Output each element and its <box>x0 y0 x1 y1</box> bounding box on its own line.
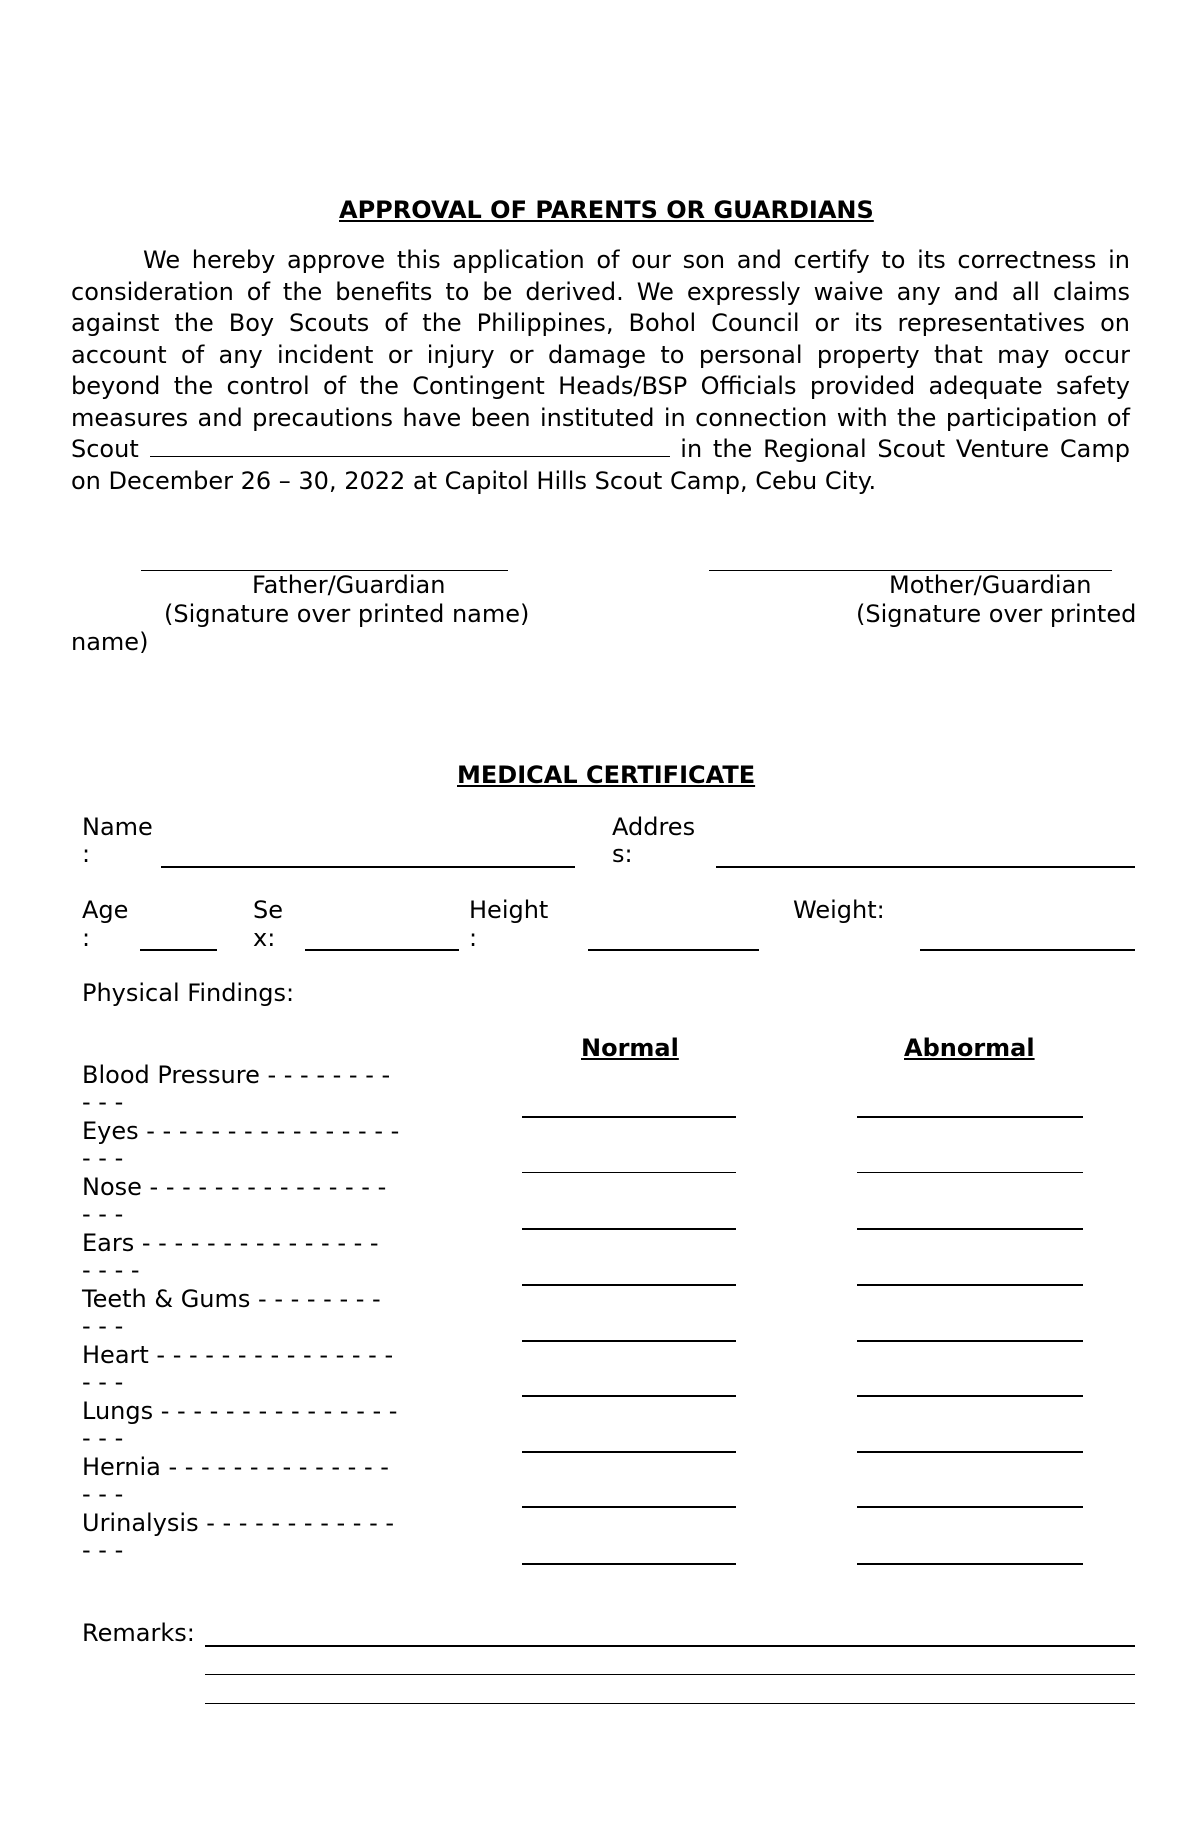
finding-normal-field[interactable] <box>522 1563 736 1565</box>
name-colon: : <box>82 840 91 868</box>
finding-label-wrap: - - - <box>82 1200 124 1228</box>
address-label: Addres <box>612 813 696 841</box>
finding-abnormal-field[interactable] <box>857 1340 1083 1342</box>
finding-abnormal-field[interactable] <box>857 1284 1083 1286</box>
finding-label: Eyes - - - - - - - - - - - - - - - - <box>82 1117 400 1145</box>
sex-field[interactable] <box>305 949 459 951</box>
finding-label-wrap: - - - <box>82 1312 124 1340</box>
finding-label-wrap: - - - <box>82 1480 124 1508</box>
finding-abnormal-field[interactable] <box>857 1172 1083 1173</box>
finding-normal-field[interactable] <box>522 1116 736 1118</box>
finding-label-wrap: - - - <box>82 1088 124 1116</box>
finding-label: Heart - - - - - - - - - - - - - - - <box>82 1341 394 1369</box>
finding-label-wrap: - - - <box>82 1424 124 1452</box>
father-signature-caption: (Signature over printed name) <box>164 600 530 628</box>
finding-label-wrap: - - - <box>82 1368 124 1396</box>
finding-abnormal-field[interactable] <box>857 1451 1083 1453</box>
finding-normal-field[interactable] <box>522 1506 736 1508</box>
finding-label: Ears - - - - - - - - - - - - - - - <box>82 1229 379 1257</box>
medical-certificate-title: MEDICAL CERTIFICATE <box>457 761 756 789</box>
finding-label: Urinalysis - - - - - - - - - - - - <box>82 1509 395 1537</box>
approval-paragraph-text-2: in the Regional Scout Venture Camp on December 26 – 30, 2022 at Capitol Hills Scout Camp, Cebu City. <box>71 435 1130 495</box>
finding-abnormal-field[interactable] <box>857 1116 1083 1118</box>
age-field[interactable] <box>140 949 217 951</box>
scout-name-line[interactable] <box>150 436 670 457</box>
name-label: Name <box>82 813 153 841</box>
mother-guardian-label: Mother/Guardian <box>889 571 1092 599</box>
remarks-line-1[interactable] <box>205 1645 1135 1647</box>
approval-paragraph <box>71 245 1130 497</box>
age-label: Age <box>82 896 129 924</box>
approval-title: APPROVAL OF PARENTS OR GUARDIANS <box>339 196 874 224</box>
normal-column-header: Normal <box>581 1034 679 1062</box>
finding-abnormal-field[interactable] <box>857 1228 1083 1230</box>
finding-normal-field[interactable] <box>522 1284 736 1286</box>
finding-label-wrap: - - - - <box>82 1256 140 1284</box>
finding-abnormal-field[interactable] <box>857 1563 1083 1565</box>
finding-label: Hernia - - - - - - - - - - - - - - <box>82 1453 389 1481</box>
finding-label-wrap: - - - <box>82 1536 124 1564</box>
address-field[interactable] <box>716 866 1135 868</box>
remarks-line-2[interactable] <box>205 1674 1135 1675</box>
approval-paragraph-text-1: We hereby approve this application of our son and certify to its correctness in consideration of the benefits to be derived. We expressly waive any and all claims against the Boy Scouts of the Philippines, Bohol Council or its representatives on account of any incident or injury or damage to personal property that may occur beyond the control of the Contingent Heads/BSP Officials provided adequate safety measures and precautions have been instituted in connection with the participation of Scout <box>71 246 1130 463</box>
finding-normal-field[interactable] <box>522 1395 736 1397</box>
height-field[interactable] <box>588 949 759 951</box>
weight-field[interactable] <box>920 949 1135 951</box>
age-colon: : <box>82 924 91 952</box>
physical-findings-label: Physical Findings: <box>82 979 295 1007</box>
finding-label-wrap: - - - <box>82 1144 124 1172</box>
finding-normal-field[interactable] <box>522 1340 736 1342</box>
remarks-line-3[interactable] <box>205 1703 1135 1704</box>
sex-label: Se <box>253 896 283 924</box>
finding-abnormal-field[interactable] <box>857 1506 1083 1508</box>
sex-label-wrap: x: <box>253 924 276 952</box>
father-guardian-label: Father/Guardian <box>252 571 446 599</box>
finding-label: Teeth & Gums - - - - - - - - <box>82 1285 381 1313</box>
finding-normal-field[interactable] <box>522 1172 736 1173</box>
weight-label: Weight: <box>793 896 885 924</box>
height-colon: : <box>469 924 478 952</box>
finding-label: Nose - - - - - - - - - - - - - - - <box>82 1173 387 1201</box>
address-label-wrap: s: <box>612 840 633 868</box>
name-field[interactable] <box>161 866 575 868</box>
mother-signature-caption-wrap: name) <box>71 628 149 656</box>
finding-normal-field[interactable] <box>522 1228 736 1230</box>
height-label: Height <box>469 896 549 924</box>
remarks-label: Remarks: <box>82 1619 195 1647</box>
finding-label: Blood Pressure - - - - - - - - <box>82 1061 391 1089</box>
abnormal-column-header: Abnormal <box>904 1034 1035 1062</box>
mother-signature-caption: (Signature over printed <box>856 600 1137 628</box>
finding-abnormal-field[interactable] <box>857 1395 1083 1397</box>
finding-normal-field[interactable] <box>522 1451 736 1453</box>
finding-label: Lungs - - - - - - - - - - - - - - - <box>82 1397 398 1425</box>
